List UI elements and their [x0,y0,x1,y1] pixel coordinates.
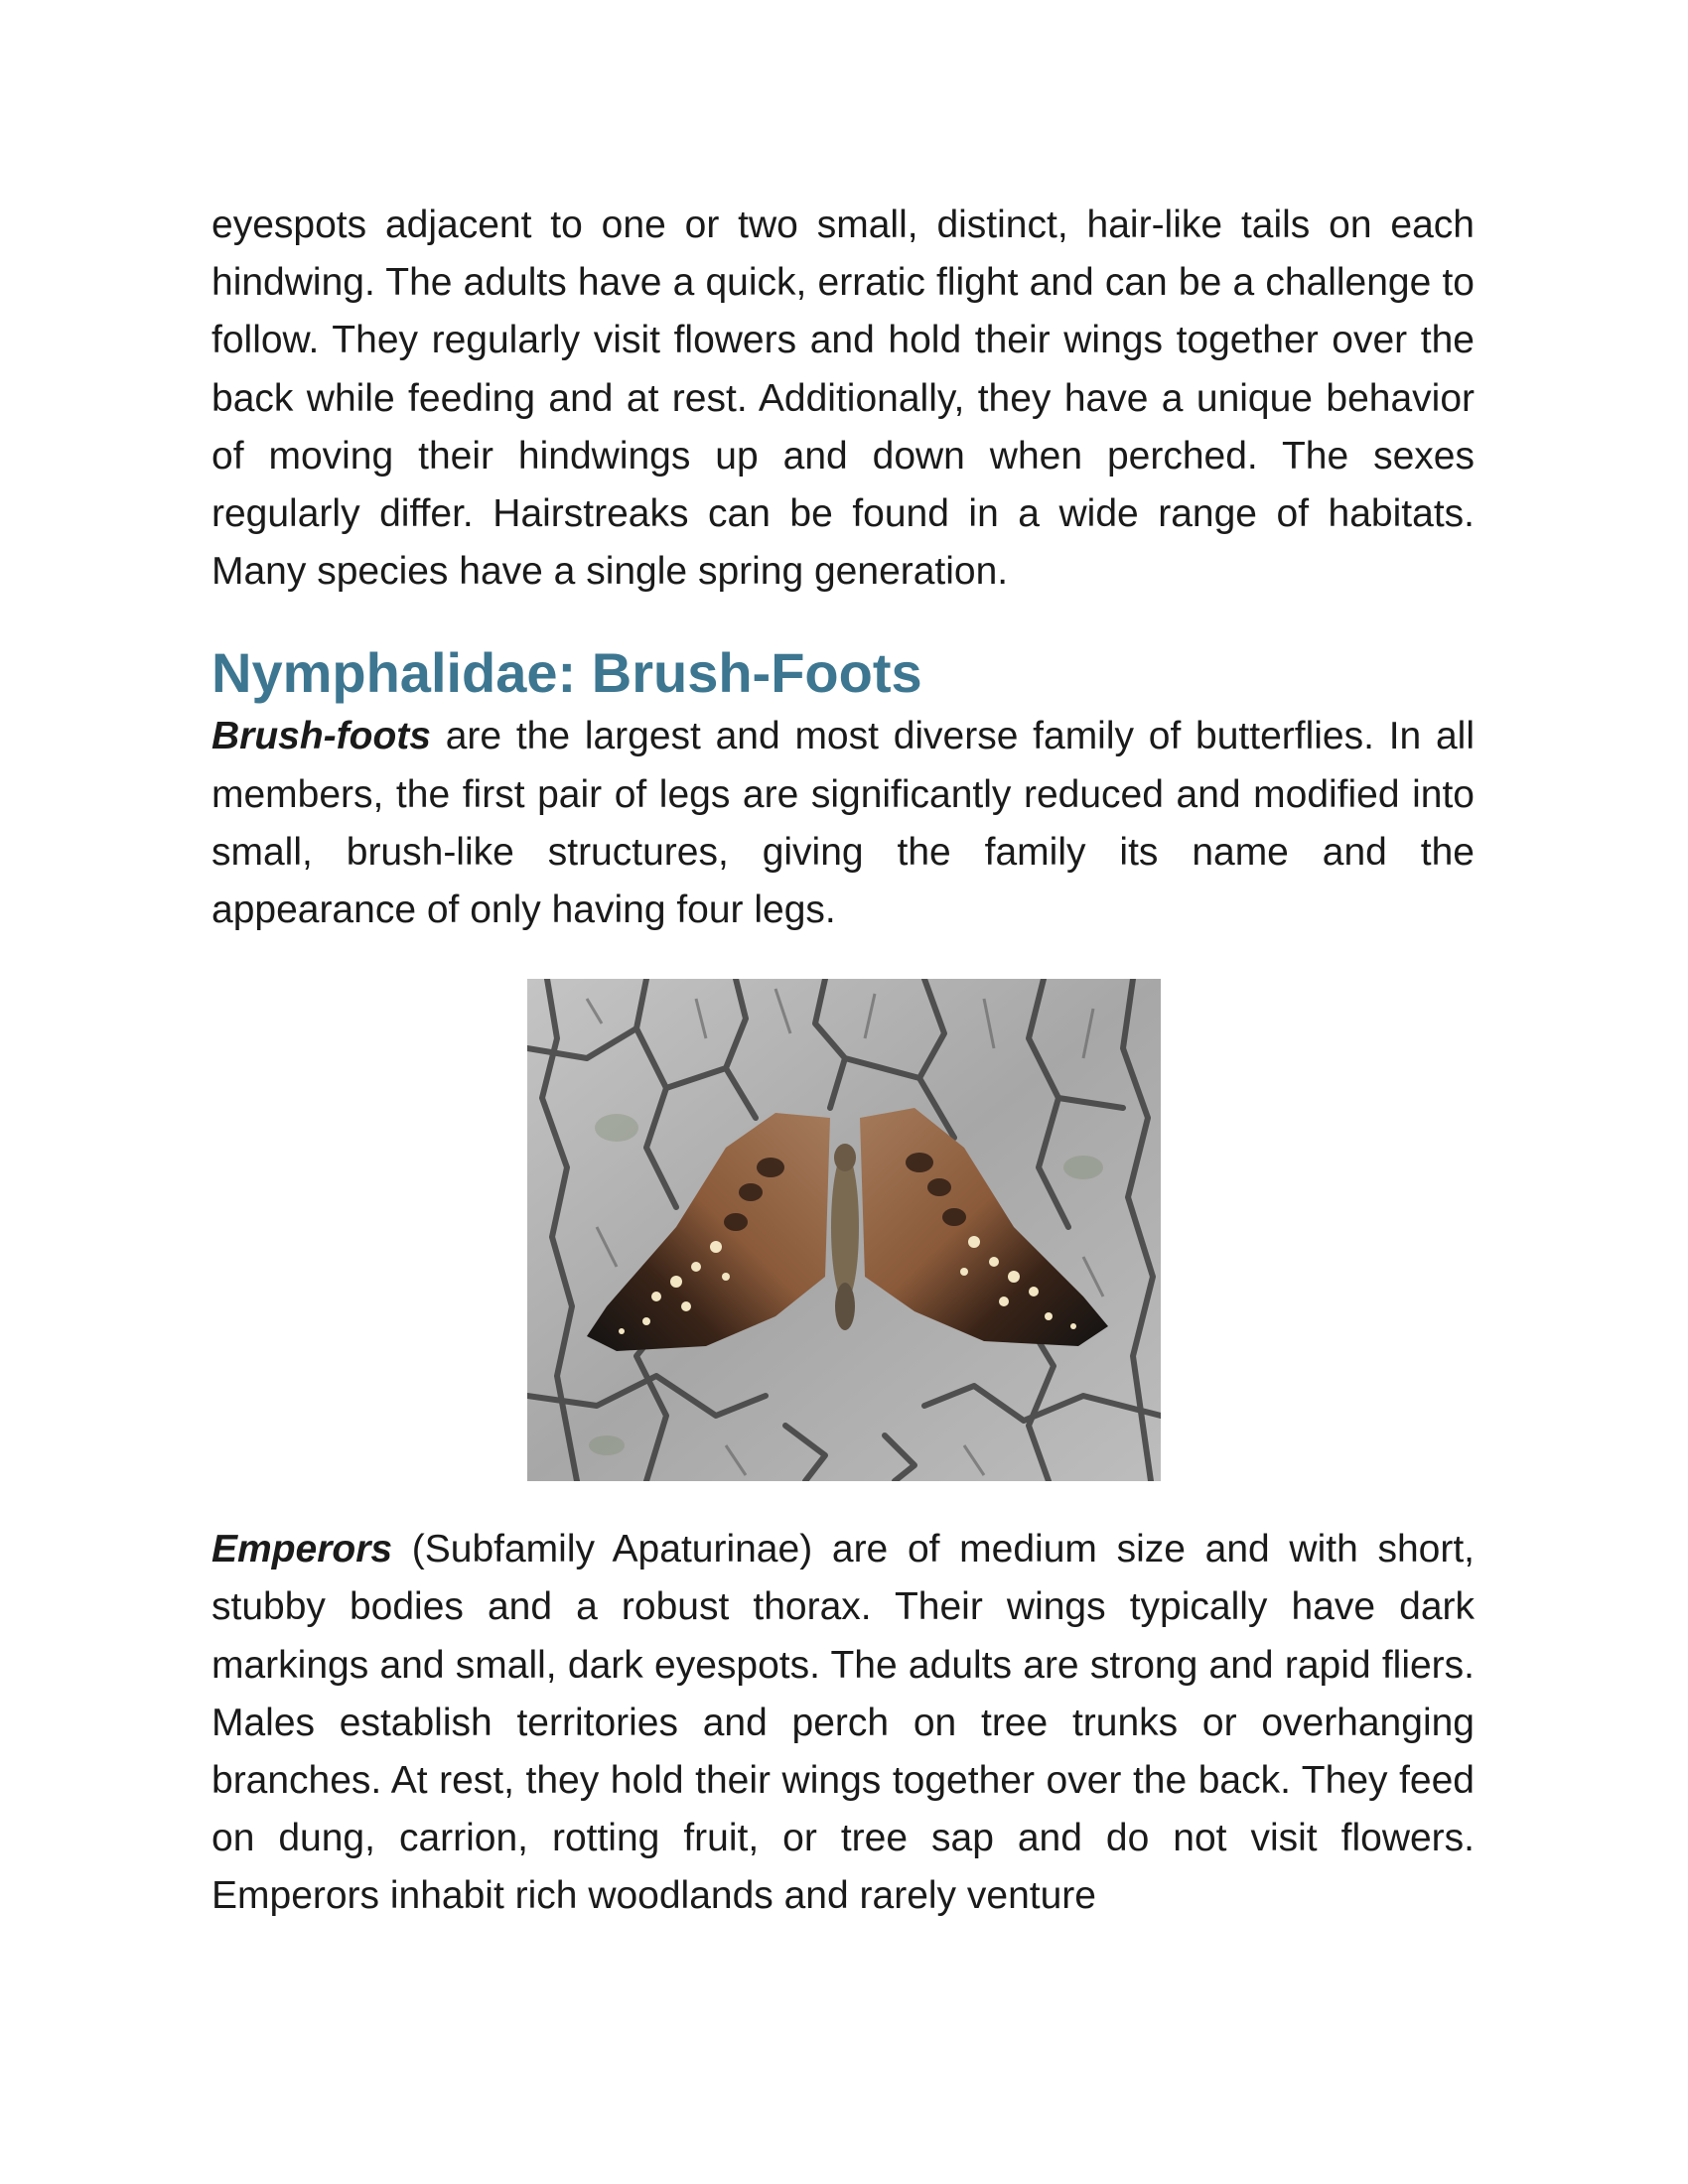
term-brush-foots: Brush-foots [211,715,431,758]
paragraph-hairstreaks-continued: eyespots adjacent to one or two small, distinct, hair-like tails on each hindwing. The adults have a quick, erratic flight and can be a challenge to follow. They regularly visit flowers and hold their wings together over the back while feeding and at rest. Additionally, they have a unique behavior of moving their hindwings up and down when perched. The sexes regularly differ. Hairstreaks can be found in a wide range of habitats. Many species have a single spring generation. [211,204,1475,594]
paragraph-brush-foots-intro [211,708,1475,939]
figure-container [211,979,1475,1481]
document-page [211,197,1475,1926]
brush-foots-intro-text: are the largest and most diverse family of butterflies. In all members, the first pair of legs are significantly reduced and modified into small, brush-like structures, giving the family its name and the appearance of only having four legs. [211,715,1475,932]
emperors-text: (Subfamily Apaturinae) are of medium size and with short, stubby bodies and a robust thorax. Their wings typically have dark markings and small, dark eyespots. The adults are strong and rapid fliers. Males establish territories and perch on tree trunks or overhanging branches. At rest, they hold their wings together over the back. They feed on dung, carrion, rotting fruit, or tree sap and do not visit flowers. Emperors inhabit rich woodlands and rarely venture [211,1528,1475,1918]
term-emperors: Emperors [211,1528,393,1571]
paragraph-emperors [211,1521,1475,1925]
section-heading: Nymphalidae: Brush-Foots [211,641,922,705]
butterfly-on-bark-photo-icon [527,979,1161,1481]
